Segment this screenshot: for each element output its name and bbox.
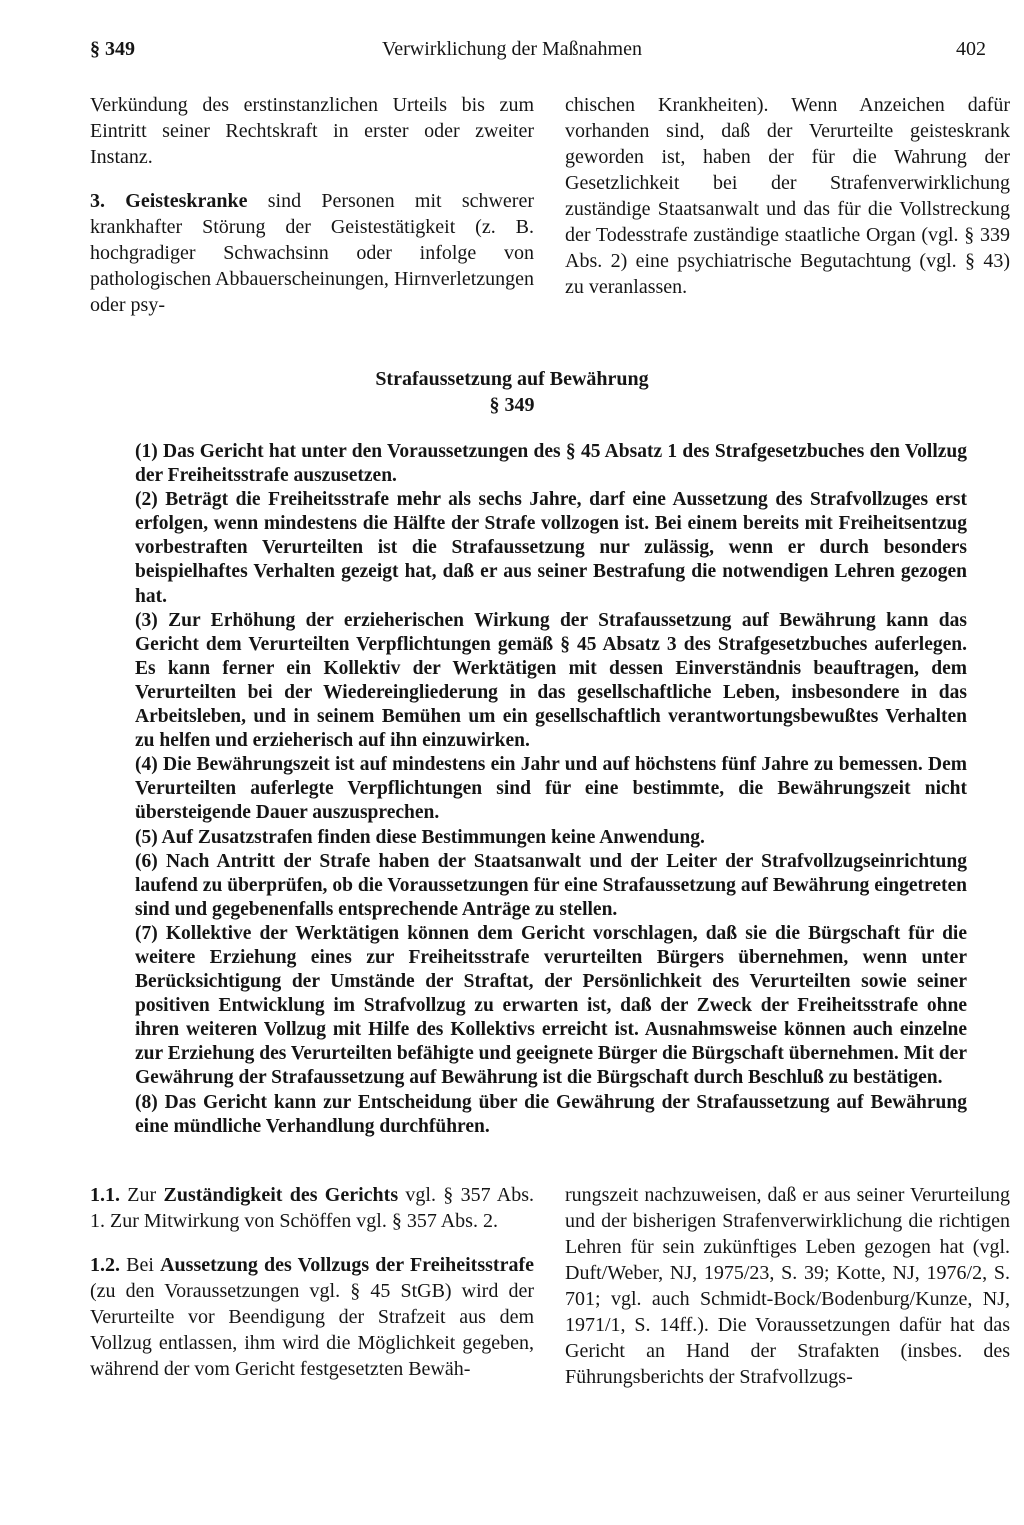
note-1-1: [90, 1182, 534, 1234]
item-3-text: sind Personen mit schwerer krankhafter Störung der Geistestätigkeit (z. B. hochgradiger Schwachsinn oder infolge von pathologischen Abbauerscheinungen, Hirnverletzungen oder psy-: [90, 190, 535, 316]
note-1-1-text-b: vgl. § 357 Abs. 1. Zur Mitwirkung von Schöffen vgl. § 357 Abs. 2.: [90, 1184, 534, 1232]
note-1-2-text-b: (zu den Voraussetzungen vgl. § 45 StGB) wird der Verurteilte vor Beendigung der Strafzeit aus dem Vollzug entlassen, ihm wird die Möglichkeit gegeben, während der vom Gericht festgesetzten Bewäh-: [90, 1280, 534, 1380]
top-right-column: [565, 92, 1010, 300]
law-text: [135, 440, 967, 1139]
page-header: [0, 38, 1024, 68]
note-1-2: [90, 1252, 534, 1382]
top-left-column: [90, 92, 534, 318]
law-paragraph-1: (1) Das Gericht hat unter den Voraussetzungen des § 45 Absatz 1 des Strafgesetzbuches den Vollzug der Freiheitsstrafe auszusetzen.: [135, 441, 967, 487]
continued-paragraph: Verkündung des erstinstanzlichen Urteils bis zum Eintritt seiner Rechtskraft in erster oder zweiter Instanz.: [90, 94, 534, 168]
note-1-2-number: 1.2.: [90, 1254, 120, 1276]
item-3-paragraph: [90, 188, 534, 318]
commentary-right-column: [565, 1182, 1010, 1390]
note-1-1-number: 1.1.: [90, 1184, 120, 1206]
law-paragraph-4: (4) Die Bewährungszeit ist auf mindestens ein Jahr und auf höchstens fünf Jahre zu bemessen. Dem Verurteilten auferlegte Verpflichtungen sind für eine bestimmte, die Bewährungszeit nicht übersteigende Dauer auszusprechen.: [135, 754, 967, 824]
note-1-1-text-a: Zur: [120, 1184, 164, 1206]
commentary-right-paragraph: rungszeit nachzuweisen, daß er aus seiner Verurteilung und der bisherigen Strafenverwirklichung die richtigen Lehren für sein zukünftiges Leben gezogen hat (vgl. Duft/Weber, NJ, 1975/23, S. 39; Kotte, NJ, 1976/2, S. 701; vgl. auch Schmidt-Bock/Bodenburg/Kunze, NJ, 1971/1, S. 14ff.). Die Voraussetzungen dafür hat das Gericht an Hand der Strafakten (insbes. des Führungsberichts der Strafvollzugs-: [565, 1184, 1010, 1388]
commentary-left-column: [90, 1182, 534, 1382]
header-section-number: § 349: [90, 38, 135, 60]
law-section-number: § 349: [489, 394, 535, 416]
law-paragraph-3: (3) Zur Erhöhung der erzieherischen Wirkung der Strafaussetzung auf Bewährung kann das Gericht dem Verurteilten Verpflichtungen gemäß § 45 Absatz 3 des Strafgesetzbuches auferlegen. Es kann ferner ein Kollektiv der Werktätigen mit dessen Einverständnis beauftragen, dem Verurteilten bei der Wiedereingliederung in das gesellschaftliche Leben, insbesondere in das Arbeitsleben, und in seinem Bemühen um ein gesellschaftlich verantwortungsbewußtes Verhalten zu helfen und erzieherisch auf ihn einzuwirken.: [135, 609, 967, 752]
law-paragraph-6: (6) Nach Antritt der Strafe haben der Staatsanwalt und der Leiter der Strafvollzugseinrichtung laufend zu überprüfen, ob die Voraussetzungen für eine Strafaussetzung auf Bewährung eingetreten sind und gegebenenfalls entsprechende Anträge zu stellen.: [135, 850, 967, 920]
item-3-number: 3.: [90, 190, 105, 212]
note-1-2-text-a: Bei: [120, 1254, 161, 1276]
item-3-term: Geisteskranke: [125, 190, 248, 212]
page-number: 402: [956, 38, 986, 60]
law-paragraph-5: (5) Auf Zusatzstrafen finden diese Bestimmungen keine Anwendung.: [135, 826, 705, 848]
law-paragraph-7: (7) Kollektive der Werktätigen können dem Gericht vorschlagen, daß sie die Bürgschaft für die weitere Erziehung eines zur Freiheitsstrafe verurteilten Bürgers übernehmen, wenn unter Berücksichtigung der Umstände der Straftat, der Persönlichkeit des Verurteilten sowie seiner positiven Entwicklung im Strafvollzug zu erwarten ist, daß der Zweck der Freiheitsstrafe ohne ihren weiteren Vollzug mit Hilfe des Kollektivs erreicht ist. Ausnahmsweise können auch einzelne zur Erziehung des Verurteilten befähigte und geeignete Bürger die Bürgschaft übernehmen. Mit der Gewährung der Strafaussetzung auf Bewährung ist die Bürgschaft durch Beschluß zu bestätigen.: [135, 922, 967, 1089]
top-right-paragraph: chischen Krankheiten). Wenn Anzeichen dafür vorhanden sind, daß der Verurteilte geisteskrank geworden ist, haben der für die Wahrung der Gesetzlichkeit bei der Strafenverwirklichung zuständige Staatsanwalt und das für die Vollstreckung der Todesstrafe zuständige staatliche Organ (vgl. § 339 Abs. 2) eine psychiatrische Begutachtung (vgl. § 43) zu veranlassen.: [565, 94, 1010, 298]
note-1-2-term: Aussetzung des Vollzugs der Freiheitsstrafe: [160, 1254, 534, 1276]
law-paragraph-8: (8) Das Gericht kann zur Entscheidung über die Gewährung der Strafaussetzung auf Bewährung eine mündliche Verhandlung durchführen.: [135, 1091, 967, 1137]
note-1-1-term: Zuständigkeit des Gerichts: [163, 1184, 399, 1206]
law-heading: Strafaussetzung auf Bewährung: [375, 368, 649, 390]
law-heading-block: [0, 366, 1024, 418]
running-title: Verwirklichung der Maßnahmen: [382, 38, 642, 60]
law-paragraph-2: (2) Beträgt die Freiheitsstrafe mehr als sechs Jahre, darf eine Aussetzung des Strafvollzuges erst erfolgen, wenn mindestens die Hälfte der Strafe vollzogen ist. Bei einem bereits mit Freiheitsentzug vorbestraften Verurteilten ist die Strafaussetzung nur zulässig, wenn er durch besonders beispielhaftes Verhalten gezeigt hat, daß er aus seiner Bestrafung die notwendigen Lehren gezogen hat.: [135, 489, 967, 607]
